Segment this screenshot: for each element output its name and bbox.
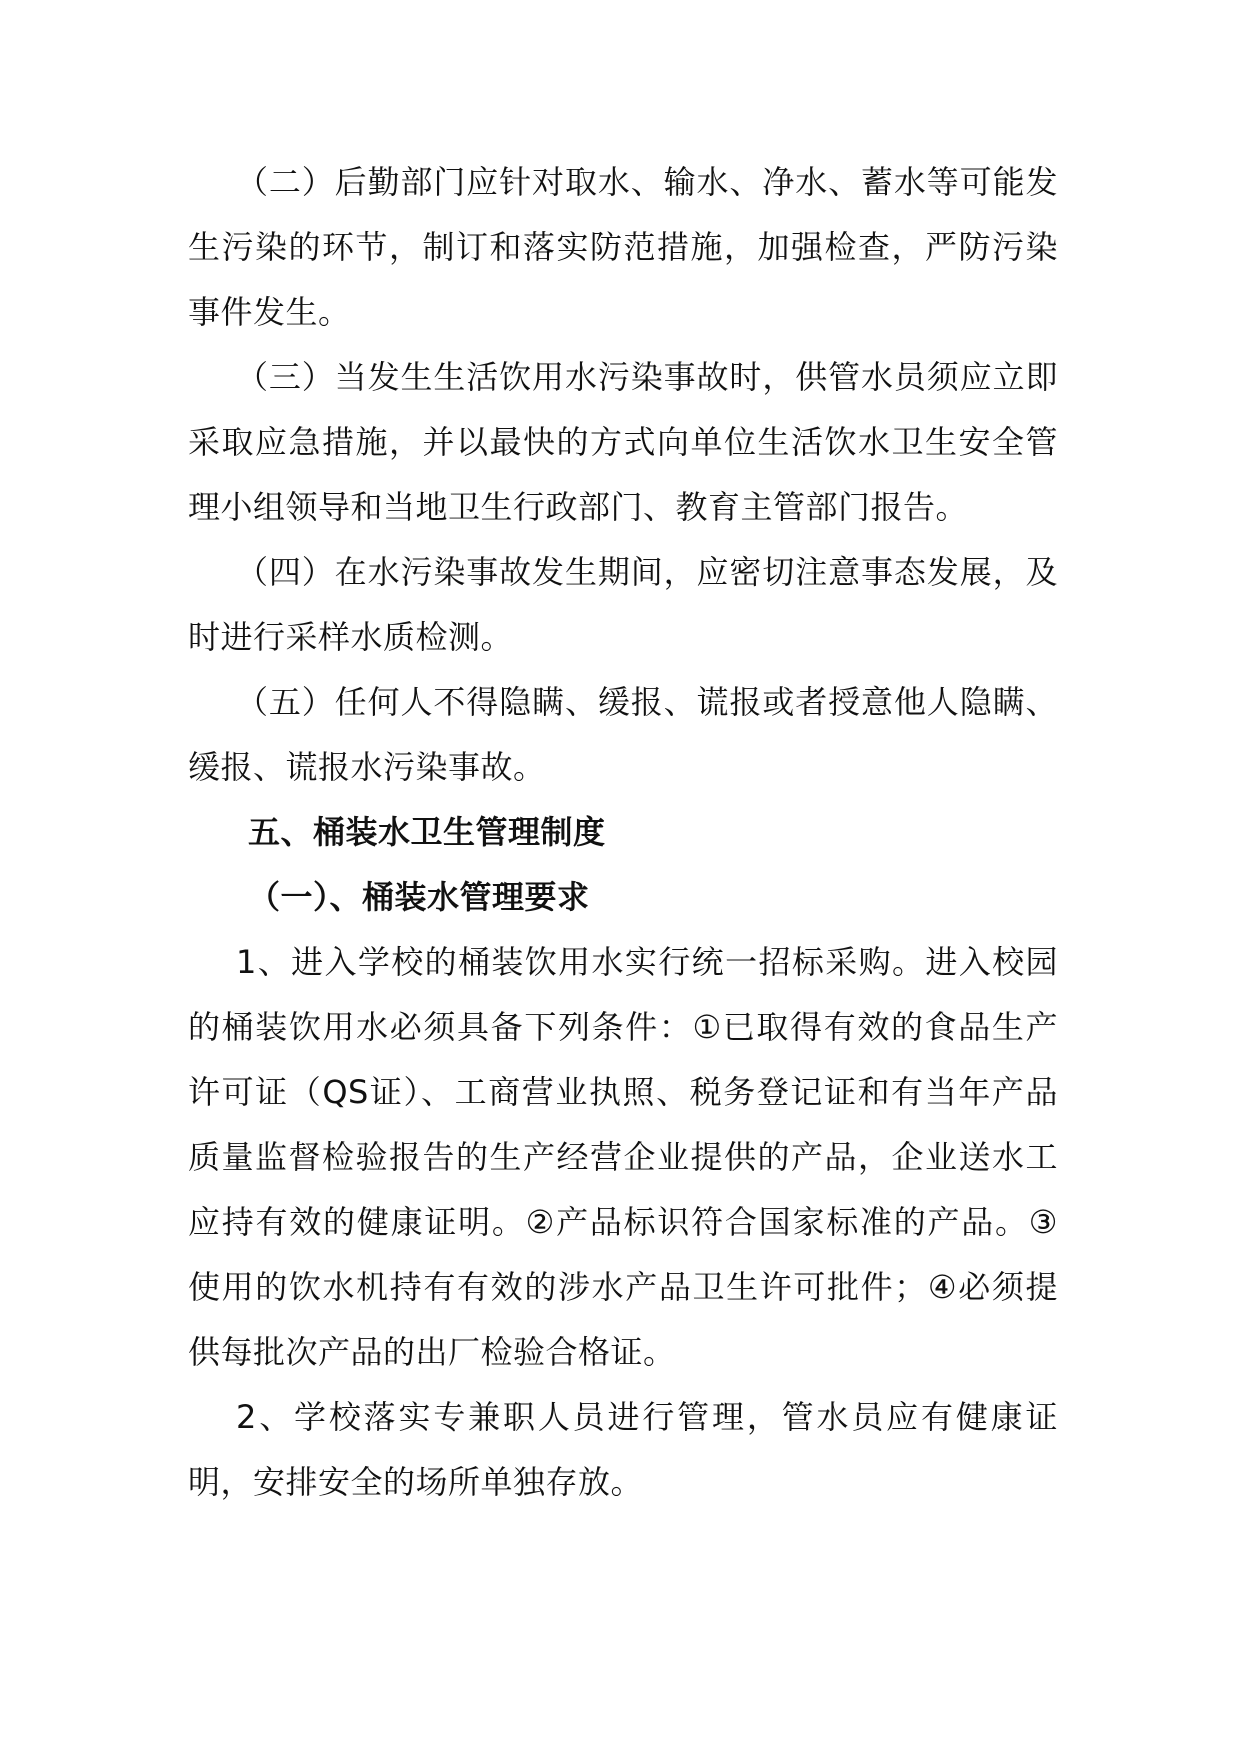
- section-heading: 五、桶装水卫生管理制度: [248, 813, 606, 851]
- paragraph-no-concealment: （五）任何人不得隐瞒、缓报、谎报或者授意他人隐瞒、缓报、谎报水污染事故。: [188, 683, 1058, 786]
- paragraph-emergency-report: （三）当发生生活饮用水污染事故时，供管水员须应立即采取应急措施，并以最快的方式向单位生活饮水卫生安全管理小组领导和当地卫生行政部门、教育主管部门报告。: [188, 358, 1058, 526]
- paragraph-monitoring: （四）在水污染事故发生期间，应密切注意事态发展，及时进行采样水质检测。: [188, 553, 1058, 656]
- paragraph-pollution-prevention: （二）后勤部门应针对取水、输水、净水、蓄水等可能发生污染的环节，制订和落实防范措施，加强检查，严防污染事件发生。: [188, 163, 1058, 331]
- paragraph-staff-management: 2、学校落实专兼职人员进行管理，管水员应有健康证明，安排安全的场所单独存放。: [188, 1398, 1058, 1501]
- document-page: [188, 150, 1058, 1515]
- paragraph-procurement-requirements: 1、进入学校的桶装饮用水实行统一招标采购。进入校园的桶装饮用水必须具备下列条件：①已取得有效的食品生产许可证（QS证）、工商营业执照、税务登记证和有当年产品质量监督检验报告的生产经营企业提供的产品，企业送水工应持有效的健康证明。②产品标识符合国家标准的产品。③使用的饮水机持有有效的涉水产品卫生许可批件；④必须提供每批次产品的出厂检验合格证。: [188, 943, 1058, 1371]
- subsection-heading: （一）、桶装水管理要求: [248, 878, 590, 916]
